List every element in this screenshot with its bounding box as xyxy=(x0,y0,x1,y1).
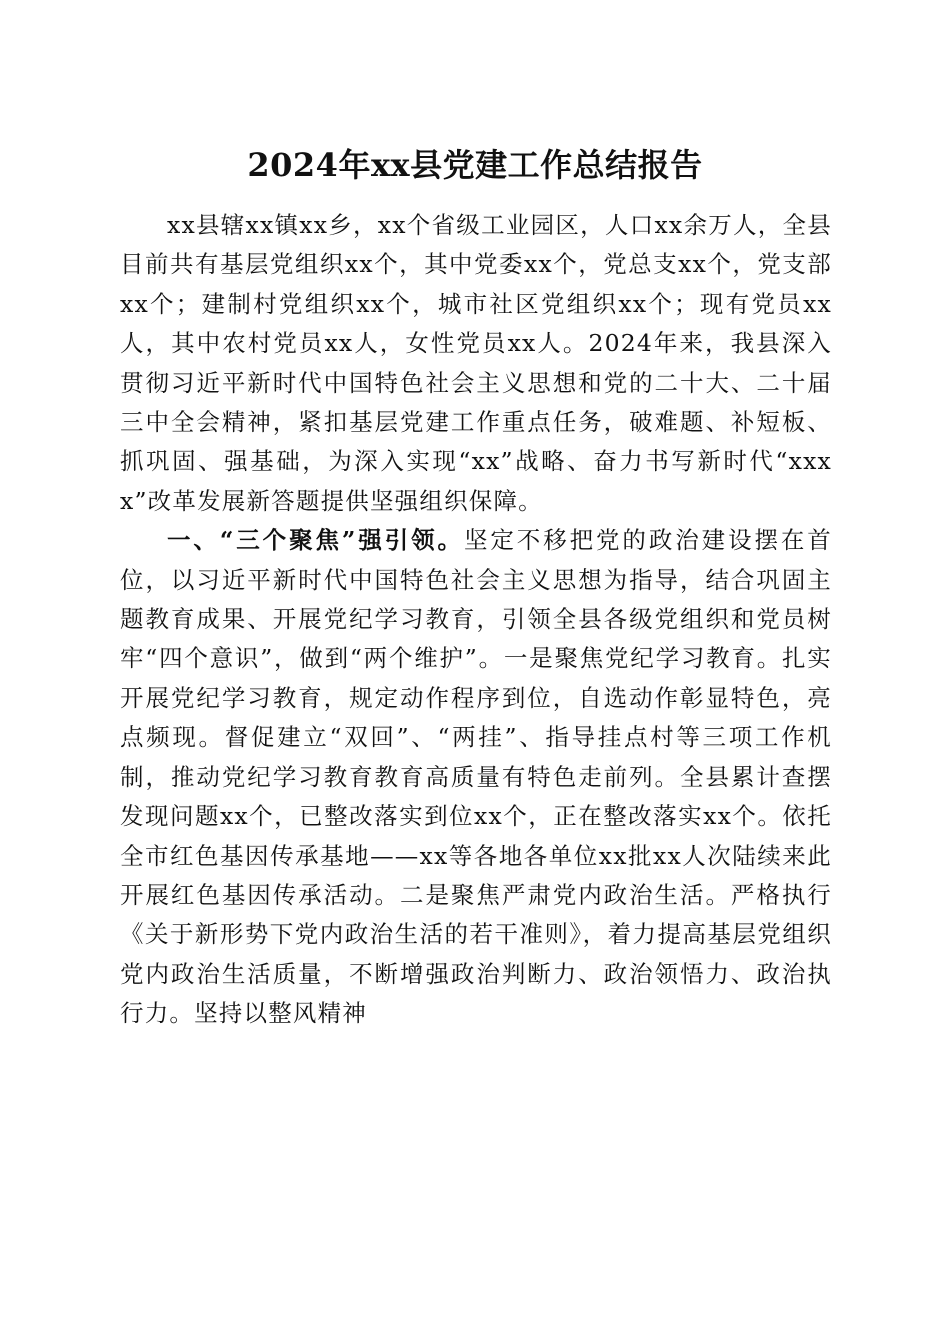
section-1-paragraph xyxy=(120,521,832,1033)
intro-paragraph xyxy=(120,206,832,521)
section-1-heading: 一、“三个聚焦”强引领。 xyxy=(167,526,464,555)
document-body xyxy=(120,206,832,1034)
document-title: 2024年xx县党建工作总结报告 xyxy=(247,146,703,184)
section-1-text: 坚定不移把党的政治建设摆在首位，以习近平新时代中国特色社会主义思想为指导，结合巩固主题教育成果、开展党纪学习教育，引领全县各级党组织和党员树牢“四个意识”，做到“两个维护”。一是聚焦党纪学习教育。扎实开展党纪学习教育，规定动作程序到位，自选动作彰显特色，亮点频现。督促建立“双回”、“两挂”、指导挂点村等三项工作机制，推动党纪学习教育教育高质量有特色走前列。全县累计查摆发现问题xx个，已整改落实到位xx个，正在整改落实xx个。依托全市红色基因传承基地——xx等各地各单位xx批xx人次陆续来此开展红色基因传承活动。二是聚焦严肃党内政治生活。严格执行《关于新形势下党内政治生活的若干准则》，着力提高基层党组织党内政治生活质量，不断增强政治判断力、政治领悟力、政治执行力。坚持以整风精神 xyxy=(120,526,832,1028)
intro-paragraph-text: xx县辖xx镇xx乡，xx个省级工业园区，人口xx余万人，全县目前共有基层党组织xx个，其中党委xx个，党总支xx个，党支部xx个；建制村党组织xx个，城市社区党组织xx个；现有党员xx人，其中农村党员xx人，女性党员xx人。2024年来，我县深入贯彻习近平新时代中国特色社会主义思想和党的二十大、二十届三中全会精神，紧扣基层党建工作重点任务，破难题、补短板、抓巩固、强基础，为深入实现“xx”战略、奋力书写新时代“xxxx”改革发展新答题提供坚强组织保障。 xyxy=(120,211,832,515)
